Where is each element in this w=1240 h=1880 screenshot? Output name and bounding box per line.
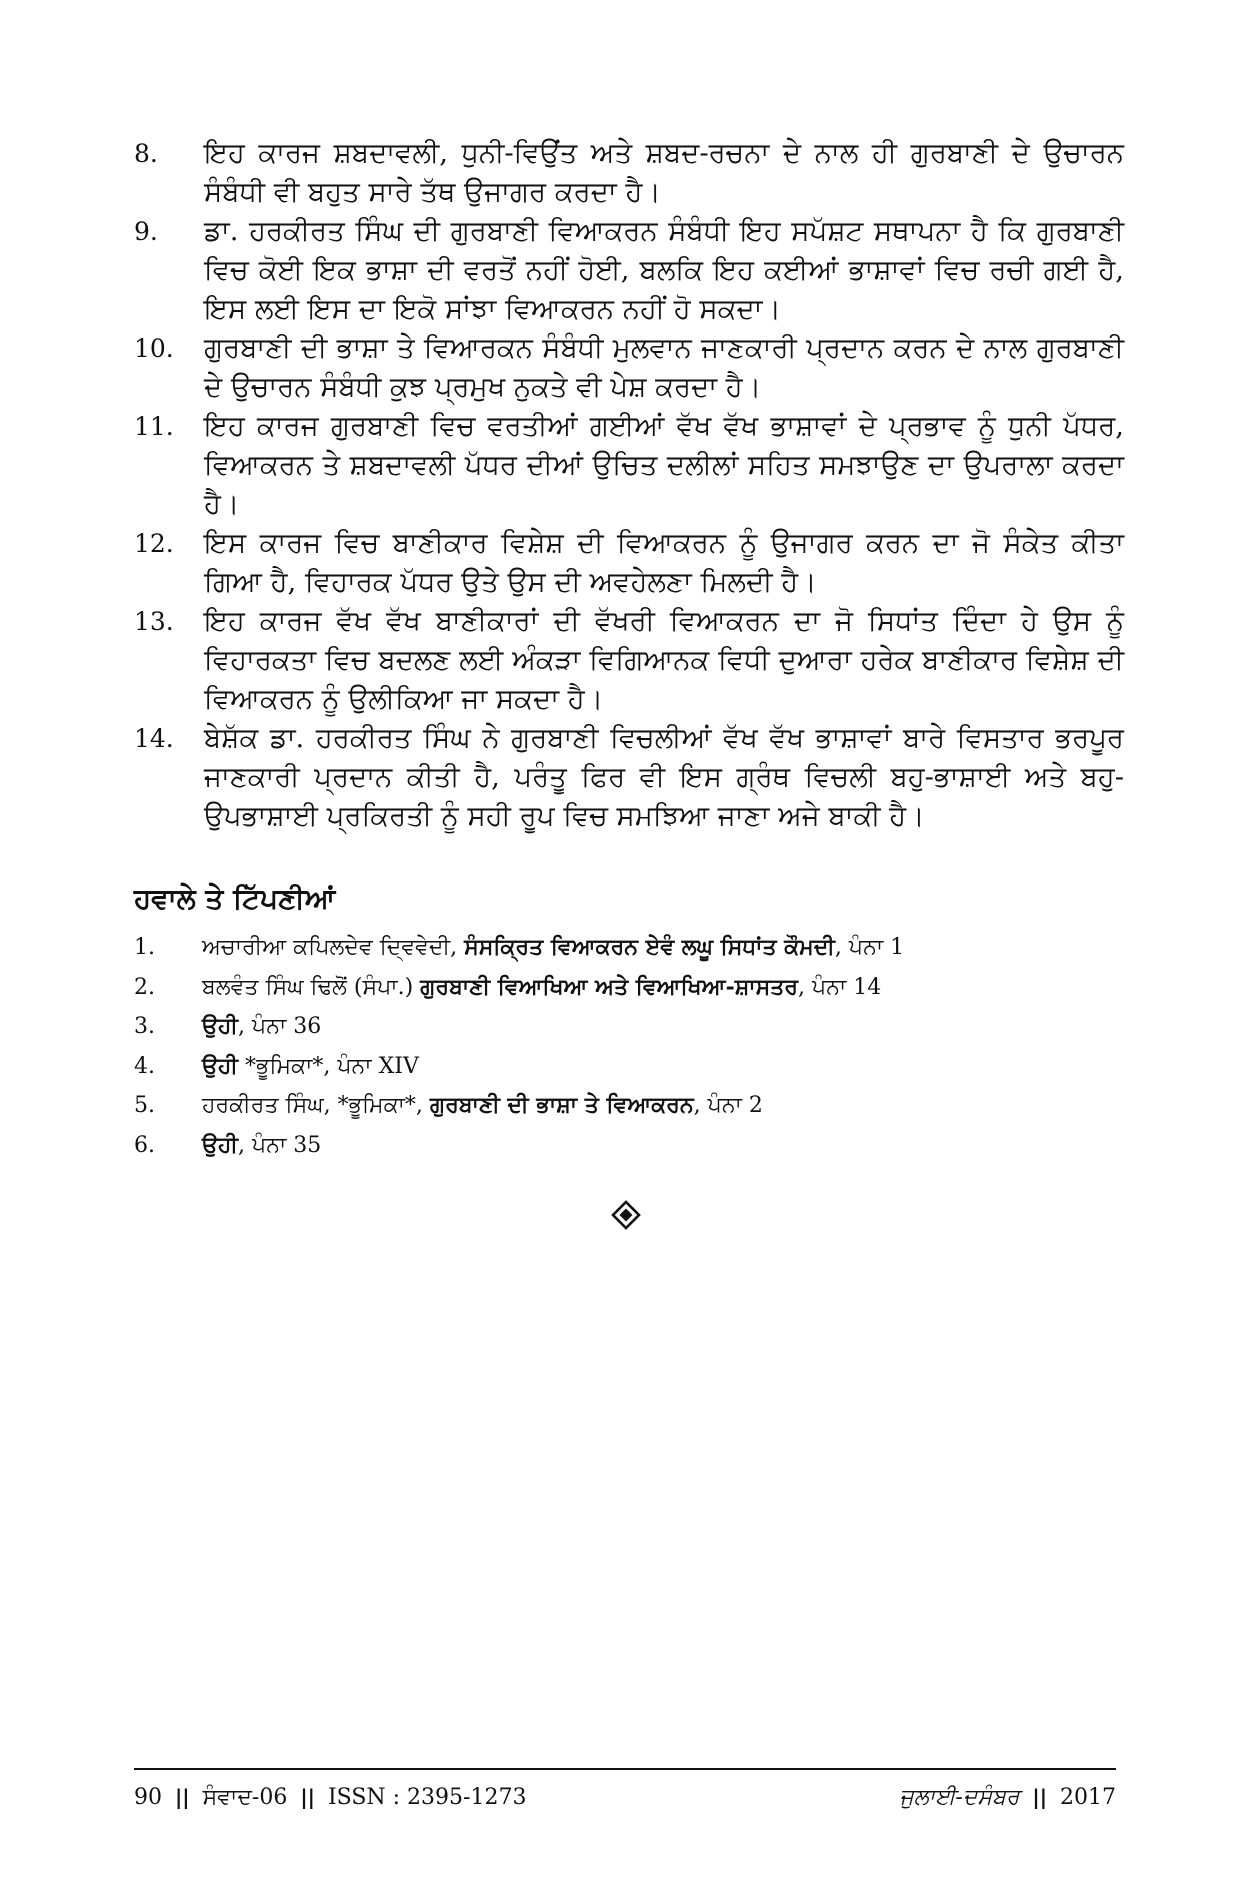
item-number: 14.: [134, 724, 174, 753]
reference-number: 5.: [134, 1093, 155, 1119]
reference-page: , ਪੰਨਾ 14: [798, 974, 882, 1000]
reference-page: , ਪੰਨਾ 1: [834, 935, 905, 960]
item-text: ਇਹ ਕਾਰਜ ਗੁਰਬਾਣੀ ਵਿਚ ਵਰਤੀਆਂ ਗਈਆਂ ਵੱਖ ਵੱਖ ਭਾਸ਼ਾਵਾਂ ਦੇ ਪ੍ਰਭਾਵ ਨੂੰ ਧੁਨੀ ਪੱਧਰ, ਵਿਆਕਰਨ ਤੇ ਸ਼ਬਦਾਵਲੀ ਪੱਧਰ ਦੀਆਂ ਉਚਿਤ ਦਲੀਲਾਂ ਸਹਿਤ ਸਮਝਾਉਣ ਦਾ ਉਪਰਾਲਾ ਕਰਦਾ ਹੈ।: [204, 410, 1124, 520]
reference-number: 6.: [134, 1132, 155, 1158]
reference-item: [134, 968, 1034, 1008]
reference-item: [134, 928, 1034, 968]
reference-page: , ਪੰਨਾ 36: [238, 1014, 322, 1040]
item-text: ਇਹ ਕਾਰਜ ਵੱਖ ਵੱਖ ਬਾਣੀਕਾਰਾਂ ਦੀ ਵੱਖਰੀ ਵਿਆਕਰਨ ਦਾ ਜੋ ਸਿਧਾਂਤ ਦਿੰਦਾ ਹੇ ਉਸ ਨੂੰ ਵਿਹਾਰਕਤਾ ਵਿਚ ਬਦਲਣ ਲਈ ਅੰਕੜਾ ਵਿਗਿਆਨਕ ਵਿਧੀ ਦੁਆਰਾ ਹਰੇਕ ਬਾਣੀਕਾਰ ਵਿਸ਼ੇਸ਼ ਦੀ ਵਿਆਕਰਨ ਨੂੰ ਉਲੀਕਿਆ ਜਾ ਸਕਦਾ ਹੈ।: [204, 605, 1124, 715]
issn: ISSN : 2395-1273: [327, 1785, 527, 1810]
reference-author: ਹਰਕੀਰਤ ਸਿੰਘ, *ਭੂਮਿਕਾ*,: [202, 1093, 430, 1119]
journal-name: ਸੰਵਾਦ-06: [202, 1785, 288, 1810]
list-item: [134, 329, 1124, 407]
reference-author: ਬਲਵੰਤ ਸਿੰਘ ਢਿਲੋਂ (ਸੰਪਾ.): [202, 974, 421, 1000]
item-text: ਬੇਸ਼ੱਕ ਡਾ. ਹਰਕੀਰਤ ਸਿੰਘ ਨੇ ਗੁਰਬਾਣੀ ਵਿਚਲੀਆਂ ਵੱਖ ਵੱਖ ਭਾਸ਼ਾਵਾਂ ਬਾਰੇ ਵਿਸਤਾਰ ਭਰਪੂਰ ਜਾਣਕਾਰੀ ਪ੍ਰਦਾਨ ਕੀਤੀ ਹੈ, ਪਰੰਤੂ ਫਿਰ ਵੀ ਇਸ ਗ੍ਰੰਥ ਵਿਚਲੀ ਬਹੁ-ਭਾਸ਼ਾਈ ਅਤੇ ਬਹੁ-ਉਪਭਾਸ਼ਾਈ ਪ੍ਰਕਿਰਤੀ ਨੂੰ ਸਹੀ ਰੂਪ ਵਿਚ ਸਮਝਿਆ ਜਾਣਾ ਅਜੇ ਬਾਕੀ ਹੈ।: [204, 722, 1124, 832]
reference-item: [134, 1007, 1034, 1047]
reference-number: 3.: [134, 1014, 155, 1040]
reference-title: ਗੁਰਬਾਣੀ ਦੀ ਭਾਸ਼ਾ ਤੇ ਵਿਆਕਰਨ: [429, 1092, 694, 1119]
item-number: 13.: [134, 607, 174, 636]
reference-page: , ਪੰਨਾ 2: [693, 1093, 763, 1119]
list-item: [134, 134, 1124, 212]
item-number: 10.: [134, 334, 174, 363]
item-text: ਇਸ ਕਾਰਜ ਵਿਚ ਬਾਣੀਕਾਰ ਵਿਸ਼ੇਸ਼ ਦੀ ਵਿਆਕਰਨ ਨੂੰ ਉਜਾਗਰ ਕਰਨ ਦਾ ਜੋ ਸੰਕੇਤ ਕੀਤਾ ਗਿਆ ਹੈ, ਵਿਹਾਰਕ ਪੱਧਰ ਉਤੇ ਉਸ ਦੀ ਅਵਹੇਲਣਾ ਮਿਲਦੀ ਹੈ।: [204, 527, 1124, 598]
item-text: ਇਹ ਕਾਰਜ ਸ਼ਬਦਾਵਲੀ, ਧੁਨੀ-ਵਿਉਂਤ ਅਤੇ ਸ਼ਬਦ-ਰਚਨਾ ਦੇ ਨਾਲ ਹੀ ਗੁਰਬਾਣੀ ਦੇ ਉਚਾਰਨ ਸੰਬੰਧੀ ਵੀ ਬਹੁਤ ਸਾਰੇ ਤੱਥ ਉਜਾਗਰ ਕਰਦਾ ਹੈ।: [204, 137, 1124, 208]
conclusions-list: [134, 134, 1124, 836]
reference-title: ਗੁਰਬਾਣੀ ਵਿਆਖਿਆ ਅਤੇ ਵਿਆਖਿਆ-ਸ਼ਾਸਤਰ: [420, 973, 799, 1000]
references-heading: ਹਵਾਲੇ ਤੇ ਟਿੱਪਣੀਆਂ: [134, 882, 336, 915]
reference-number: 2.: [134, 974, 155, 1000]
footer-right: [899, 1780, 1116, 1815]
references-list: [134, 928, 1034, 1166]
reference-title: ਉਹੀ: [202, 1131, 239, 1158]
item-number: 9.: [134, 217, 158, 246]
footer-separator: ||: [175, 1785, 190, 1809]
list-item: [134, 407, 1124, 524]
diamond-ornament-icon: [611, 1200, 641, 1230]
footer-divider: [134, 1768, 1116, 1770]
footer-separator: ||: [1032, 1785, 1047, 1809]
list-item: [134, 719, 1124, 836]
item-text: ਗੁਰਬਾਣੀ ਦੀ ਭਾਸ਼ਾ ਤੇ ਵਿਆਰਕਨ ਸੰਬੰਧੀ ਮੁਲਵਾਨ ਜਾਣਕਾਰੀ ਪ੍ਰਦਾਨ ਕਰਨ ਦੇ ਨਾਲ ਗੁਰਬਾਣੀ ਦੇ ਉਚਾਰਨ ਸੰਬੰਧੀ ਕੁਝ ਪ੍ਰਮੁਖ ਨੁਕਤੇ ਵੀ ਪੇਸ਼ ਕਰਦਾ ਹੈ।: [204, 332, 1124, 403]
reference-title: ਉਹੀ: [202, 1052, 239, 1079]
page-number: 90: [134, 1785, 162, 1810]
page-footer: [134, 1780, 1116, 1814]
issue-year: 2017: [1060, 1785, 1116, 1810]
footer-left: [134, 1780, 526, 1815]
list-item: [134, 524, 1124, 602]
footer-separator: ||: [300, 1785, 315, 1809]
reference-title: ਸੰਸਕ੍ਰਿਤ ਵਿਆਕਰਨ ਏਵੰ ਲਘੂ ਸਿਧਾਂਤ ਕੌਮਦੀ: [464, 934, 835, 960]
list-item: [134, 602, 1124, 719]
reference-number: 4.: [134, 1053, 155, 1079]
reference-page: *ਭੂਮਿਕਾ*, ਪੰਨਾ XIV: [238, 1053, 419, 1079]
reference-item: [134, 1086, 1034, 1126]
item-text: ਡਾ. ਹਰਕੀਰਤ ਸਿੰਘ ਦੀ ਗੁਰਬਾਣੀ ਵਿਆਕਰਨ ਸੰਬੰਧੀ ਇਹ ਸਪੱਸ਼ਟ ਸਥਾਪਨਾ ਹੈ ਕਿ ਗੁਰਬਾਣੀ ਵਿਚ ਕੋਈ ਇਕ ਭਾਸ਼ਾ ਦੀ ਵਰਤੋਂ ਨਹੀਂ ਹੋਈ, ਬਲਕਿ ਇਹ ਕਈਆਂ ਭਾਸ਼ਾਵਾਂ ਵਿਚ ਰਚੀ ਗਈ ਹੈ, ਇਸ ਲਈ ਇਸ ਦਾ ਇਕੋ ਸਾਂਝਾ ਵਿਆਕਰਨ ਨਹੀਂ ਹੋ ਸਕਦਾ।: [204, 215, 1124, 325]
reference-number: 1.: [134, 935, 155, 960]
reference-author: ਅਚਾਰੀਆ ਕਪਿਲਦੇਵ ਦ੍ਵਿਵੇਦੀ,: [202, 935, 465, 960]
item-number: 8.: [134, 139, 158, 168]
issue-period: ਜੁਲਾਈ-ਦਸੰਬਰ: [899, 1785, 1020, 1810]
reference-page: , ਪੰਨਾ 35: [238, 1132, 322, 1158]
reference-item: [134, 1047, 1034, 1087]
reference-item: [134, 1126, 1034, 1166]
item-number: 12.: [134, 529, 174, 558]
item-number: 11.: [134, 412, 174, 441]
reference-title: ਉਹੀ: [202, 1013, 239, 1040]
list-item: [134, 212, 1124, 329]
